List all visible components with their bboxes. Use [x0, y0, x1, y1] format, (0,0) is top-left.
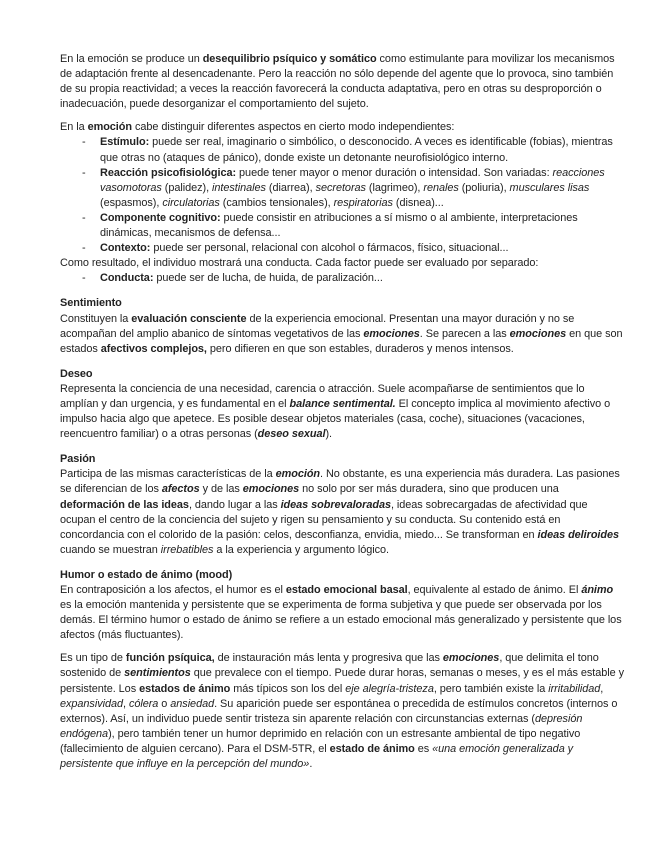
text-run: puede tener mayor o menor duración o intensidad. Son variadas: [236, 166, 553, 179]
text-run: Participa de las mismas características de la [60, 468, 276, 481]
text-run: , pero también existe la [433, 682, 549, 695]
text-run: no solo por ser más duradera, sino que producen una [299, 483, 559, 496]
section-heading-sentimiento: Sentimiento [60, 297, 122, 310]
list-item-label: Contexto: [100, 242, 151, 255]
bold-italic-term: balance sentimental. [289, 397, 396, 410]
bold-italic-term: ideas sobrevaloradas [280, 498, 391, 511]
list-item-conducta [82, 271, 625, 286]
bold-term: estado emocional basal [285, 584, 408, 596]
italic-term: irrebatibles [160, 543, 214, 556]
italic-term: renales [423, 181, 459, 194]
bold-italic-term: ideas deliroides [537, 528, 620, 541]
text-run: . [309, 758, 313, 771]
italic-term: ansiedad [170, 697, 215, 710]
text-run: , equivalente al estado de ánimo. El [407, 584, 582, 596]
text-run: , dando lugar a las [188, 498, 281, 511]
text-run: a la experiencia y argumento lógico. [213, 543, 389, 556]
italic-term: musculares lisas [509, 181, 590, 194]
text-run: Es un tipo de [60, 652, 126, 665]
dash-bullet: - [82, 272, 86, 285]
bold-italic-term: emociones [363, 327, 420, 340]
text-run: o [158, 697, 171, 710]
text-run: (lagrimeo), [365, 181, 424, 194]
text-run: , que delimita el tono sostenido de [60, 652, 599, 680]
list-item-estimulo [82, 135, 625, 165]
text-run: Constituyen la [60, 312, 132, 325]
list-item-label: Estímulo: [100, 136, 150, 149]
bold-italic-term: ánimo [581, 584, 614, 596]
text-run: pero difieren en que son estables, duraderos y menos intensos. [206, 342, 514, 355]
text-run: , [600, 682, 604, 695]
text-run: y de las [199, 483, 243, 496]
text-run: Representa la conciencia de una necesidad, carencia o atracción. Suele acompañarse de sentimientos que lo amplían y dan urgencia, y es fundamental en el [60, 382, 585, 410]
text-run: cabe distinguir diferentes aspectos en cierto modo independientes: [132, 121, 455, 134]
dash-bullet: - [82, 242, 86, 255]
text-run: es [414, 742, 433, 755]
text-run: . Se parecen a las [419, 327, 510, 340]
sentimiento-paragraph [60, 312, 625, 357]
text-run: El concepto implica al movimiento afectivo o impulso hacia algo que apetece. Es posible desear objetos materiales (casa, coche), situaciones (vacaciones, reencuentro familiar) o a otras personas ( [60, 397, 611, 441]
bold-term: evaluación consciente [131, 312, 247, 325]
document-page [60, 52, 625, 772]
bold-term: desequilibrio psíquico y somático [202, 53, 377, 65]
bold-italic-term: deseo sexual [257, 428, 326, 441]
bold-italic-term: afectos [161, 483, 200, 496]
list-item-label: Conducta: [100, 272, 154, 285]
text-run: (cambios tensionales), [219, 196, 334, 209]
text-run: cuando se muestran [60, 543, 161, 556]
aspects-list [60, 135, 625, 256]
text-run: de instauración más lenta y progresiva que las [214, 652, 443, 665]
text-run: (palidez), [161, 181, 213, 194]
conducta-list [60, 271, 625, 286]
text-run: como estimulante para movilizar los mecanismos de adaptación frente al desencadenante. Pero la reacción no sólo depende del agente que lo provoca, sino también de su propia reactividad; a veces la reacción favorecerá la conducta adaptativa, pero en otras su desproporción o inadecuación, puede desorganizar el comportamiento del sujeto. [60, 53, 615, 111]
italic-term: respiratorias [333, 196, 393, 209]
dash-bullet: - [82, 136, 86, 149]
bold-term: estado de ánimo [329, 742, 415, 755]
text-run: (poliuria), [458, 181, 510, 194]
text-run: ), pero también tener un humor deprimido en relación con un estresante ambiental de tipo negativo (fallecimiento de alguien cercano). Para el DSM-5TR, el [60, 727, 581, 755]
text-run: (espasmos), [100, 196, 163, 209]
bold-term: afectivos complejos, [100, 342, 207, 355]
text-run: de la experiencia emocional. Presentan una mayor duración y no se acompañan del amplio abanico de síntomas vegetativos de las [60, 312, 575, 340]
list-item-cognitivo [82, 211, 625, 241]
bold-italic-term: sentimientos [124, 667, 191, 680]
italic-term: eje alegría-tristeza [345, 682, 434, 695]
text-run: En la emoción se produce un [60, 53, 203, 65]
pasion-paragraph [60, 467, 625, 558]
bold-italic-term: emociones [509, 327, 567, 340]
result-line: Como resultado, el individuo mostrará una conducta. Cada factor puede ser evaluado por separado: [60, 257, 539, 270]
italic-term: secretoras [315, 181, 366, 194]
text-run: en que son estados [60, 327, 623, 355]
text-run: es la emoción mantenida y persistente que se experimenta de forma subjetiva y que puede ser observada por los demás. El término humor o estado de ánimo se refiere a un estado emocional más generalizado y persistente que los afectos (más fluctuantes). [60, 599, 622, 642]
funcion-paragraph [60, 651, 625, 772]
section-heading-deseo: Deseo [60, 367, 93, 380]
text-run: . No obstante, es una experiencia más duradera. Las pasiones se diferencian de los [60, 468, 620, 496]
text-run: que prevalece con el tiempo. Puede durar horas, semanas o meses, y es el más estable y persistente. Los [60, 667, 625, 695]
list-item-text: puede ser real, imaginario o simbólico, o desconocido. A veces es identificable (fobias), mientras que otras no (ataques de pánico), donde existe un detonante neurofisiológico interno. [100, 136, 613, 164]
dash-bullet: - [82, 166, 86, 179]
list-item-text: puede ser personal, relacional con alcohol o fármacos, físico, situacional... [150, 242, 509, 255]
dash-bullet: - [82, 211, 86, 224]
italic-term: cólera [128, 697, 159, 710]
deseo-paragraph [60, 382, 625, 442]
list-item-text: puede ser de lucha, de huida, de paralización... [153, 272, 383, 285]
bold-term: estados de ánimo [139, 682, 231, 695]
bold-term: función psíquica, [125, 652, 215, 665]
aspects-intro-paragraph [60, 120, 625, 135]
text-run: En contraposición a los afectos, el humor es el [60, 584, 286, 596]
italic-term: reacciones vasomotoras [100, 166, 605, 194]
section-heading-humor: Humor o estado de ánimo (mood) [60, 568, 233, 581]
text-run: , [122, 697, 129, 710]
bold-italic-term: emociones [442, 652, 500, 665]
list-item-label: Componente cognitivo: [100, 211, 221, 224]
italic-term: intestinales [212, 181, 266, 194]
list-item-reaccion [82, 166, 625, 211]
text-run: más típicos son los del [230, 682, 346, 695]
italic-term: depresión endógena [60, 712, 583, 740]
italic-quote: «una emoción generalizada y persistente que influye en la percepción del mundo» [60, 742, 574, 771]
humor-paragraph [60, 583, 625, 643]
intro-paragraph [60, 52, 625, 112]
bold-italic-term: emociones [242, 483, 300, 496]
italic-term: circulatorias [162, 196, 220, 209]
section-heading-pasion: Pasión [60, 453, 96, 466]
bold-italic-term: emoción [275, 468, 321, 481]
italic-term: irritabilidad [548, 682, 601, 695]
bold-term: emoción [87, 121, 132, 134]
text-run: , ideas sobrecargadas de afectividad que ocupan el centro de la conciencia del sujeto y rigen su pensamiento y su conducta. Su contenido está en concordancia con el colorido de la pasión: celos, desconfianza, envidia, miedo... Se transforman en [60, 498, 588, 541]
bold-term: deformación de las ideas [60, 498, 189, 511]
text-run: . Su aparición puede ser espontánea o precedida de estímulos concretos (internos o externos). Así, un individuo puede sentir tristeza sin aparente relación con circunstancias externas ( [60, 697, 618, 725]
text-run: (diarrea), [265, 181, 316, 194]
text-run: En la [60, 121, 88, 134]
list-item-text: puede consistir en atribuciones a sí mismo o al ambiente, interpretaciones dinámicas, mecanismos de defensa... [100, 211, 578, 240]
list-item-contexto [82, 241, 625, 256]
italic-term: expansividad [60, 697, 123, 710]
text-run: ). [325, 428, 333, 441]
list-item-label: Reacción psicofisiológica: [100, 166, 237, 179]
text-run: (disnea)... [392, 196, 444, 209]
